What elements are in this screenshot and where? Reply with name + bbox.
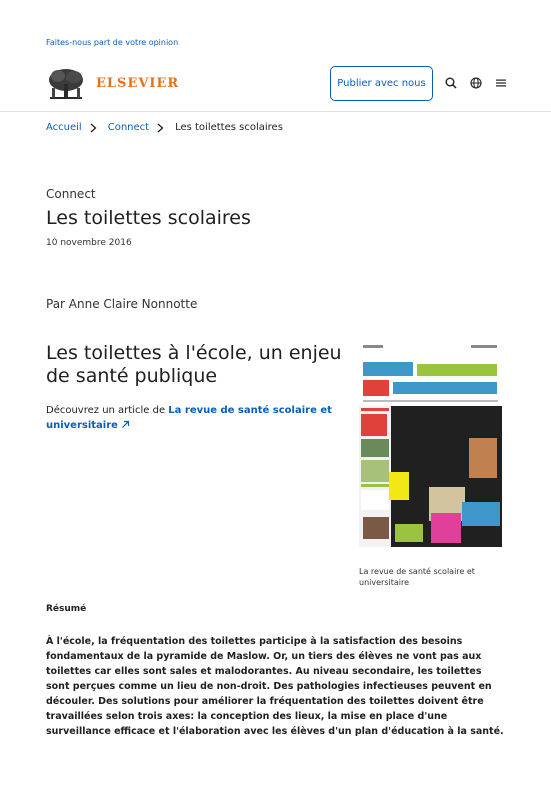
elsevier-tree-logo-icon[interactable] [46,66,86,102]
article-subtitle: Les toilettes à l'école, un enjeu de santé publique [46,342,342,387]
publish-with-us-button[interactable]: Publier avec nous [330,66,433,101]
discover-prefix: Découvrez un article de [46,405,169,416]
chevron-right-icon [90,123,100,133]
cover-caption: La revue de santé scolaire et universitaire [359,567,475,587]
abstract-text: À l'école, la fréquentation des toilettes participe à la satisfaction des besoins fondamentaux de la pyramide de Maslow. Or, un tiers des élèves ne vont pas aux toilettes car elles sont sales et malodorantes. Au niveau secondaire, les toilettes sont perçues comme un lieu de non-droit. Des pathologies infectieuses peuvent en découler. Des solutions pour améliorer la fréquentation des toilettes doivent être travaillées selon trois axes: la conception des lieux, la mise en place d'une surveillance efficace et l'élaboration avec les élèves d'un plan d'éducation à la santé. [46,636,504,737]
abstract-heading: Résumé [46,604,87,614]
site-header [0,62,551,112]
discover-text [46,403,346,433]
globe-icon[interactable] [469,76,483,90]
breadcrumb [46,122,283,133]
breadcrumb-connect-link[interactable]: Connect [107,122,150,133]
breadcrumb-home-link[interactable]: Accueil [46,122,82,133]
external-link-icon [121,420,130,429]
journal-cover-image[interactable] [359,342,502,547]
menu-icon[interactable] [494,76,508,90]
page-title: Les toilettes scolaires [46,207,251,229]
feedback-link[interactable]: Faites-nous part de votre opinion [46,38,179,47]
search-icon[interactable] [444,76,458,90]
breadcrumb-current: Les toilettes scolaires [175,122,283,133]
chevron-right-icon [157,123,167,133]
section-label: Connect [46,187,96,201]
cover-photo-art [359,342,502,547]
brand-name[interactable]: ELSEVIER [96,76,180,91]
author-byline: Par Anne Claire Nonnotte [46,297,198,311]
publication-date: 10 novembre 2016 [46,238,132,248]
journal-link-label: La revue de santé scolaire et universitaire [46,405,332,431]
